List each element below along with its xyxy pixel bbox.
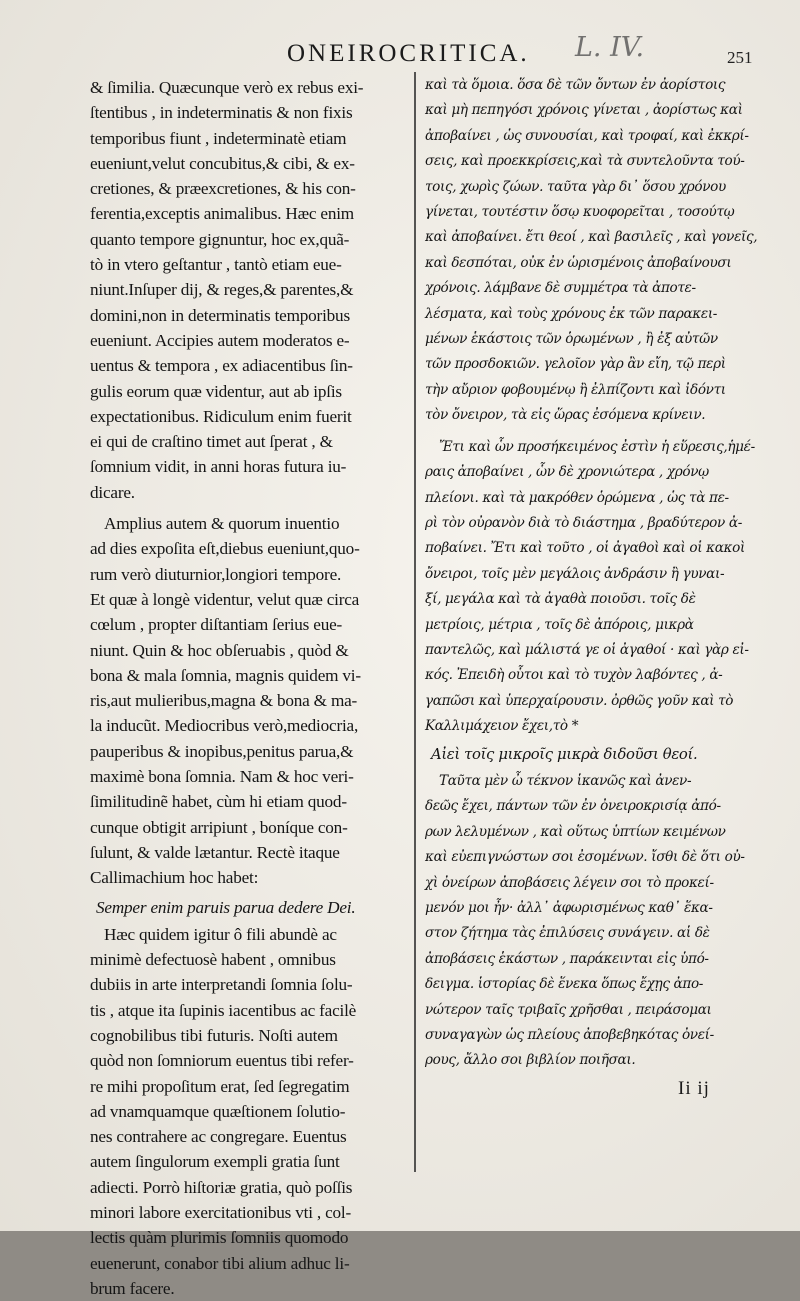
- text-line: minori labore exercitationibus vti , col-: [90, 1203, 351, 1223]
- text-line: adiecti. Porrò hiſtoriæ gratia, quò poſſis: [90, 1177, 353, 1197]
- text-line: uentus & tempora , ex adiacentibus ſin-: [90, 356, 353, 376]
- handwritten-note: L. IV.: [575, 32, 645, 63]
- text-line: maximè bona ſomnia. Nam & hoc veri-: [90, 767, 354, 787]
- text-line: expectationibus. Ridiculum enim fuerit: [90, 406, 352, 426]
- text-line: ἀποβάσεις ἑκάστων , παράκεινται εἰς ὑπό-: [425, 950, 709, 967]
- text-line: ρων λελυμένων , καὶ οὕτως ὑπτίων κειμένων: [425, 823, 726, 840]
- text-line: eueniunt. Accipies autem moderatos e-: [90, 330, 350, 350]
- text-line: γαπῶσι καὶ ὑπερχαίρουσιν. ὀρθῶς γοῦν καὶ τὸ: [425, 692, 734, 709]
- text-line: χρόνοις. λάμβανε δὲ συμμέτρα τὰ ἀποτε-: [425, 280, 696, 297]
- text-line: καὶ μὴ πεπηγόσι χρόνοις γίνεται , ἀορίστως καὶ: [425, 102, 743, 119]
- text-line: ad dies expoſita eſt,diebus eueniunt,quo-: [90, 539, 360, 559]
- text-line: dicare.: [90, 482, 135, 502]
- text-line: rum verò diuturnior,longiori tempore.: [90, 564, 342, 584]
- text-line: Callimachium hoc habet:: [90, 868, 259, 888]
- text-line: ad vnamquamque quæſtionem ſolutio-: [90, 1101, 346, 1121]
- text-line: ei qui de craſtino timet aut ſperat , &: [90, 432, 333, 452]
- text-line: cunque obtigit arripiunt , boníque con-: [90, 817, 348, 837]
- text-line: μετρίοις, μέτρια , τοῖς δὲ ἀπόροις, μικρὰ: [425, 616, 694, 633]
- text-line: Αἰεὶ τοῖς μικροῖς μικρὰ διδοῦσι θεοί.: [431, 745, 698, 763]
- text-line: δεῶς ἔχει, πάντων τῶν ἐν ὀνειροκρισίᾳ ἀπό-: [425, 798, 721, 815]
- greek-column: [425, 73, 777, 1074]
- text-line: temporibus fiunt , indeterminatè etiam: [90, 128, 347, 148]
- signature-mark: Ii ij: [678, 1078, 710, 1099]
- text-line: λέσματα, καὶ τοὺς χρόνους ἐκ τῶν παρακει-: [425, 305, 718, 322]
- text-line: niunt. Quin & hoc obſeruabis , quòd &: [90, 640, 349, 660]
- text-line: ſulunt, & valde lætantur. Rectè itaque: [90, 842, 340, 862]
- text-line: nes contrahere ac congregare. Euentus: [90, 1127, 347, 1147]
- text-line: brum facere.: [90, 1278, 175, 1298]
- text-line: καὶ ἀποβαίνει. ἔτι θεοί , καὶ βασιλεῖς , καὶ γονεῖς,: [425, 229, 758, 246]
- text-line: δειγμα. ἱστορίας δὲ ἕνεκα ὅπως ἔχῃς ἀπο-: [425, 976, 704, 993]
- text-line: re mihi propoſitum erat, ſed ſegregatim: [90, 1076, 350, 1096]
- text-line: ραις ἀποβαίνει , ὧν δὲ χρονιώτερα , χρόνῳ: [425, 464, 709, 481]
- text-line: τὸν ὄνειρον, τὰ εἰς ὥρας ἐσόμενα κρίνειν.: [425, 407, 706, 424]
- text-line: Ἔτι καὶ ὧν προσήκειμένος ἐστὶν ἡ εὕρεσις,ἡμέ-: [439, 438, 755, 455]
- text-line: τῶν προσδοκιῶν. γελοῖον γὰρ ἂν εἴη, τῷ περὶ: [425, 356, 726, 373]
- text-line: χὶ ὀνείρων ἀποβάσεις λέγειν σοι τὸ προκεί-: [425, 874, 714, 891]
- text-line: ris,aut mulieribus,magna & bona & ma-: [90, 691, 358, 711]
- text-line: καὶ δεσπόται, οὐκ ἐν ὡρισμένοις ἀποβαίνουσι: [425, 254, 732, 271]
- text-line: lectis quàm plurimis ſomniis quomodo: [90, 1228, 349, 1248]
- text-line: ἀποβαίνει , ὡς συνουσίαι, καὶ τροφαί, καὶ ἐκκρί-: [425, 127, 749, 144]
- latin-column: [90, 75, 402, 1301]
- text-line: bona & mala ſomnia, magnis quidem vi-: [90, 665, 361, 685]
- text-line: νώτερον ταῖς τριβαῖς χρῆσθαι , πειράσομαι: [425, 1001, 712, 1018]
- text-line: cœlum , propter diſtantiam ſerius eue-: [90, 615, 343, 635]
- text-line: euenerunt, conabor tibi alium adhuc li-: [90, 1253, 350, 1273]
- text-line: ξί, μεγάλα καὶ τὰ ἀγαθὰ ποιοῦσι. τοῖς δὲ: [425, 591, 696, 608]
- page-number: 251: [727, 48, 753, 67]
- text-line: & ſimilia. Quæcunque verò ex rebus exi-: [90, 78, 364, 97]
- column-divider: [414, 72, 416, 1172]
- text-line: τοις, χωρὶς ζώων. ταῦτα γὰρ δι᾽ ὅσου χρόνου: [425, 178, 726, 195]
- text-line: Amplius autem & quorum inuentio: [104, 514, 340, 534]
- text-line: μενόν μοι ἦν· ἀλλ᾽ ἀφωρισμένως καθ᾽ ἕκα-: [425, 900, 713, 916]
- text-line: tò in vtero geſtantur , tantò etiam eue-: [90, 255, 342, 275]
- text-line: quanto tempore gignuntur, hoc ex,quã-: [90, 229, 350, 249]
- text-line: στον ζήτημα τὰς ἐπιλύσεις συνάγειν. αἱ δὲ: [425, 925, 710, 942]
- text-line: ποβαίνει. Ἔτι καὶ τοῦτο , οἱ ἀγαθοὶ καὶ οἱ κακοὶ: [425, 540, 745, 557]
- text-line: καὶ τὰ ὅμοια. ὅσα δὲ τῶν ὄντων ἐν ἀορίστοις: [425, 77, 726, 93]
- text-line: ſtentibus , in indeterminatis & non fixis: [90, 103, 353, 123]
- text-line: συναγαγὼν ὡς πλείους ἀποβεβηκότας ὀνεί-: [425, 1027, 714, 1044]
- text-line: autem ſingulorum exempli gratia ſunt: [90, 1152, 340, 1172]
- text-line: Ταῦτα μὲν ὦ τέκνον ἱκανῶς καὶ ἀνεν-: [439, 772, 692, 789]
- text-line: Hæc quidem igitur ô fili abundè ac: [104, 924, 337, 944]
- text-line: niunt.Inſuper dij, & reges,& parentes,&: [90, 280, 354, 300]
- text-line: cretiones, & præexcretiones, & his con-: [90, 179, 356, 199]
- text-line: μένων ἑκάστοις τῶν ὁρωμένων , ἢ ἐξ αὐτῶν: [425, 331, 718, 348]
- text-line: eueniunt,velut concubitus,& cibi, & ex-: [90, 153, 355, 173]
- text-line: domini,non in determinatis temporibus: [90, 305, 350, 325]
- text-line: Semper enim paruis parua dedere Dei.: [96, 897, 356, 917]
- running-title: ONEIROCRITICA.: [287, 40, 530, 67]
- text-line: ſomnium vidit, in anni horas futura iu-: [90, 457, 347, 477]
- text-line: παντελῶς, καὶ μάλιστά γε οἱ ἀγαθοί · καὶ γὰρ εἰ-: [425, 641, 749, 658]
- text-line: Καλλιμάχειον ἔχει,τὸ *: [425, 718, 579, 735]
- text-line: ρὶ τὸν οὐρανὸν διὰ τὸ διάστημα , βραδύτερον ἀ-: [425, 514, 742, 531]
- text-line: ὄνειροι, τοῖς μὲν μεγάλοις ἀνδράσιν ἢ γυναι-: [425, 565, 725, 582]
- text-line: cognobilibus tibi futuris. Noſti autem: [90, 1025, 338, 1045]
- text-line: minimè defectuosè habent , omnibus: [90, 950, 336, 970]
- text-line: dubiis in arte interpretandi ſomnia ſolu-: [90, 975, 353, 995]
- text-line: gulis eorum quæ videntur, aut ab ipſis: [90, 381, 342, 401]
- text-line: πλείονι. καὶ τὰ μακρόθεν ὁρώμενα , ὡς τὰ πε-: [425, 489, 729, 506]
- text-line: κός. Ἐπειδὴ οὗτοι καὶ τὸ τυχὸν λαβόντες , ἀ-: [425, 667, 723, 684]
- text-line: ſimilitudinẽ habet, cùm hi etiam quod-: [90, 792, 347, 812]
- text-line: γίνεται, τουτέστιν ὅσῳ κυοφορεῖται , τοσούτῳ: [425, 204, 735, 221]
- text-line: ρους, ἄλλο σοι βιβλίον ποιῆσαι.: [425, 1052, 636, 1069]
- text-line: ferentia,exceptis animalibus. Hæc enim: [90, 204, 354, 224]
- text-line: tis , atque ita ſupinis iacentibus ac facilè: [90, 1000, 357, 1020]
- text-line: σεις, καὶ προεκκρίσεις,καὶ τὰ συντελοῦντα τού-: [425, 153, 745, 170]
- text-line: pauperibus & inopibus,penitus parua,&: [90, 741, 354, 761]
- text-line: quòd non ſomniorum euentus tibi refer-: [90, 1051, 354, 1071]
- text-line: Et quæ à longè videntur, velut quæ circa: [90, 589, 360, 609]
- text-line: καὶ εὐεπιγνώστων σοι ἐσομένων. ἴσθι δὲ ὅτι οὐ-: [425, 849, 745, 866]
- text-line: la inducũt. Mediocribus verò,mediocria,: [90, 716, 359, 736]
- text-line: τὴν αὔριον φοβουμένῳ ἢ ἐλπίζοντι καὶ ἰδόντι: [425, 381, 726, 398]
